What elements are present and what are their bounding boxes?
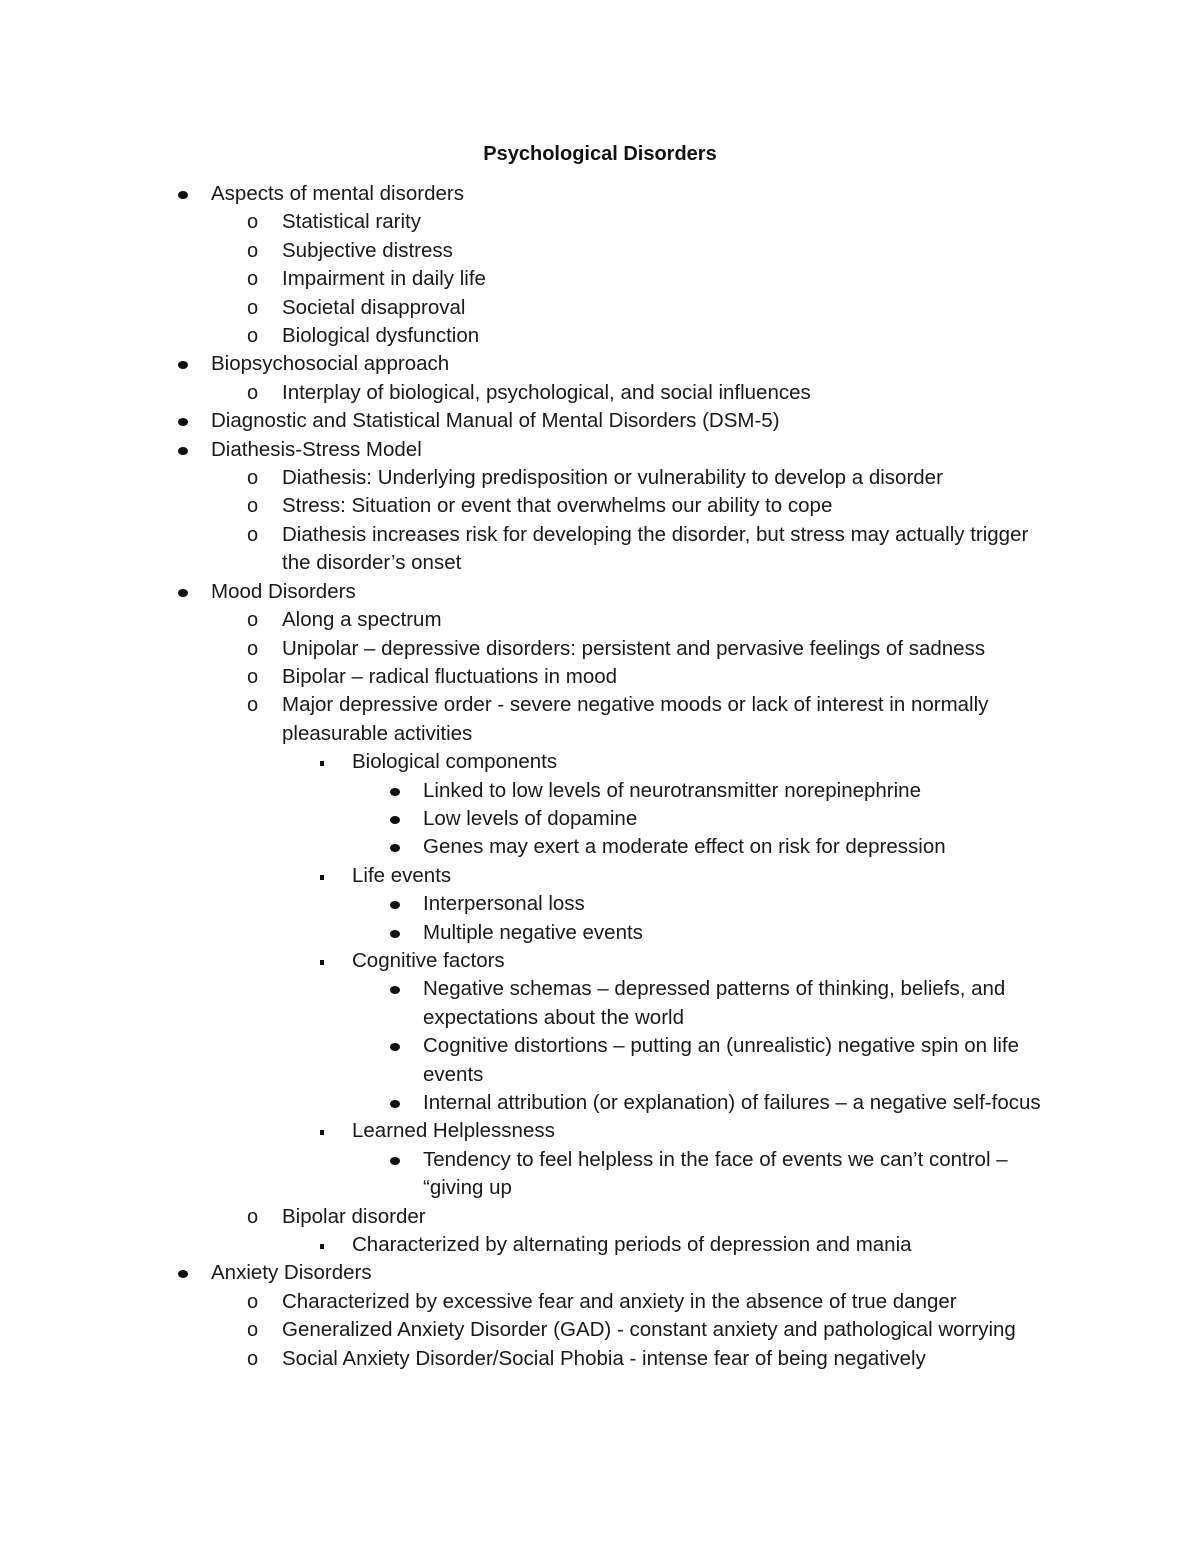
bullet-letter-o: o bbox=[247, 325, 259, 348]
outline-item-text: Multiple negative events bbox=[423, 920, 643, 944]
bullet-letter-o: o bbox=[247, 296, 259, 319]
outline-item-level-2 bbox=[0, 1203, 1200, 1231]
outline-item-text: Aspects of mental disorders bbox=[211, 182, 464, 205]
bullet-letter-o: o bbox=[247, 381, 259, 404]
outline-item-text: Mood Disorders bbox=[211, 579, 356, 603]
outline-item-text: Internal attribution (or explanation) of failures – a negative self-focus bbox=[423, 1091, 1041, 1114]
outline-item-text: Characterized by alternating periods of depression and mania bbox=[352, 1233, 912, 1257]
bullet-dot-icon bbox=[388, 890, 402, 918]
outline-item-level-4 bbox=[0, 919, 1200, 947]
bullet-square-icon bbox=[317, 947, 327, 975]
outline-item-text: Cognitive distortions – putting an (unrealistic) negative spin on life events bbox=[423, 1034, 1019, 1086]
outline-item-text: Negative schemas – depressed patterns of thinking, beliefs, and expectations about the world bbox=[423, 977, 1006, 1029]
outline-item-text: Tendency to feel helpless in the face of events we can’t control – “giving up bbox=[423, 1147, 1008, 1200]
outline-item-level-4 bbox=[0, 975, 1200, 1032]
outline-item-level-2 bbox=[0, 1316, 1200, 1344]
outline-item-text: Low levels of dopamine bbox=[423, 806, 638, 830]
outline-item-text: Social Anxiety Disorder/Social Phobia - intense fear of being negatively bbox=[282, 1346, 926, 1370]
outline-item-text: Subjective distress bbox=[282, 238, 453, 262]
outline-item-level-2 bbox=[0, 294, 1200, 322]
outline-item-text: Linked to low levels of neurotransmitter norepinephrine bbox=[423, 778, 921, 802]
outline-item-text: Characterized by excessive fear and anxiety in the absence of true danger bbox=[282, 1289, 957, 1313]
outline-item-text: Societal disapproval bbox=[282, 295, 466, 319]
outline-item-level-3 bbox=[0, 1117, 1200, 1145]
outline-item-text: Genes may exert a moderate effect on risk for depression bbox=[423, 835, 946, 859]
bullet-dot-icon bbox=[388, 833, 402, 861]
bullet-dot-icon bbox=[176, 436, 190, 464]
bullet-letter-o: o bbox=[247, 609, 259, 632]
bullet-dot-icon bbox=[388, 1089, 402, 1117]
outline-item-level-2 bbox=[0, 1345, 1200, 1373]
outline-item-level-2 bbox=[0, 237, 1200, 265]
outline-item-text: Major depressive order - severe negative moods or lack of interest in normally pleasurable activities bbox=[282, 693, 989, 745]
bullet-letter-o: o bbox=[247, 268, 259, 291]
bullet-dot-icon bbox=[388, 919, 402, 947]
outline-item-level-2 bbox=[0, 464, 1200, 492]
page-title: Psychological Disorders bbox=[483, 143, 717, 165]
outline-item-text: Biological components bbox=[352, 750, 558, 774]
outline-list bbox=[0, 180, 1200, 1373]
outline-item-text: Learned Helplessness bbox=[352, 1119, 555, 1143]
bullet-square-icon bbox=[317, 1117, 327, 1145]
outline-item-level-4 bbox=[0, 1146, 1200, 1203]
outline-item-text: Life events bbox=[352, 863, 452, 887]
outline-item-text: Along a spectrum bbox=[282, 608, 442, 632]
outline-item-level-1 bbox=[0, 1259, 1200, 1287]
outline-item-text: Bipolar – radical fluctuations in mood bbox=[282, 664, 618, 688]
bullet-letter-o: o bbox=[247, 1290, 259, 1313]
bullet-letter-o: o bbox=[247, 1347, 259, 1370]
bullet-square-icon bbox=[317, 1231, 327, 1259]
outline-item-level-4 bbox=[0, 833, 1200, 861]
bullet-dot-icon bbox=[388, 1032, 402, 1060]
outline-item-level-2 bbox=[0, 208, 1200, 236]
bullet-letter-o: o bbox=[247, 467, 259, 490]
outline-item-level-2 bbox=[0, 322, 1200, 350]
outline-item-text: Stress: Situation or event that overwhelms our ability to cope bbox=[282, 494, 833, 518]
bullet-letter-o: o bbox=[247, 665, 259, 688]
outline-item-level-1 bbox=[0, 407, 1200, 435]
outline-item-text: Interpersonal loss bbox=[423, 892, 585, 916]
outline-item-text: Diathesis: Underlying predisposition or vulnerability to develop a disorder bbox=[282, 466, 943, 490]
outline-item-text: Diathesis increases risk for developing the disorder, but stress may actually trigger the disorder’s onset bbox=[282, 522, 1029, 575]
bullet-letter-o: o bbox=[247, 239, 259, 262]
outline-item-level-1 bbox=[0, 350, 1200, 378]
bullet-dot-icon bbox=[388, 975, 402, 1003]
outline-item-text: Statistical rarity bbox=[282, 210, 421, 234]
bullet-square-icon bbox=[317, 748, 327, 776]
bullet-letter-o: o bbox=[247, 495, 259, 518]
bullet-letter-o: o bbox=[247, 637, 259, 660]
outline-item-level-2 bbox=[0, 606, 1200, 634]
bullet-dot-icon bbox=[388, 1146, 402, 1174]
outline-item-level-1 bbox=[0, 578, 1200, 606]
outline-item-level-2 bbox=[0, 663, 1200, 691]
outline-item-level-1 bbox=[0, 436, 1200, 464]
bullet-dot-icon bbox=[176, 407, 190, 435]
outline-item-level-3 bbox=[0, 862, 1200, 890]
outline-item-text: Bipolar disorder bbox=[282, 1204, 426, 1228]
bullet-dot-icon bbox=[388, 805, 402, 833]
outline-item-text: Generalized Anxiety Disorder (GAD) - constant anxiety and pathological worrying bbox=[282, 1318, 1016, 1342]
outline-item-text: Anxiety Disorders bbox=[211, 1261, 372, 1285]
bullet-letter-o: o bbox=[247, 523, 259, 546]
outline-item-level-2 bbox=[0, 492, 1200, 520]
outline-item-level-4 bbox=[0, 890, 1200, 918]
bullet-dot-icon bbox=[176, 350, 190, 378]
outline-item-level-2 bbox=[0, 379, 1200, 407]
outline-item-text: Diagnostic and Statistical Manual of Mental Disorders (DSM-5) bbox=[211, 409, 780, 433]
outline-item-level-4 bbox=[0, 805, 1200, 833]
bullet-dot-icon bbox=[388, 777, 402, 805]
bullet-dot-icon bbox=[176, 578, 190, 606]
outline-item-level-2 bbox=[0, 265, 1200, 293]
outline-item-level-2 bbox=[0, 691, 1200, 748]
bullet-letter-o: o bbox=[247, 1319, 259, 1342]
outline-item-level-1 bbox=[0, 180, 1200, 208]
bullet-letter-o: o bbox=[247, 211, 259, 234]
bullet-square-icon bbox=[317, 862, 327, 890]
outline-item-text: Diathesis-Stress Model bbox=[211, 437, 422, 461]
bullet-dot-icon bbox=[176, 1259, 190, 1287]
outline-item-text: Unipolar – depressive disorders: persistent and pervasive feelings of sadness bbox=[282, 636, 986, 660]
outline-item-level-2 bbox=[0, 1288, 1200, 1316]
outline-item-level-3 bbox=[0, 1231, 1200, 1259]
outline-item-text: Impairment in daily life bbox=[282, 267, 486, 291]
outline-item-text: Biological dysfunction bbox=[282, 324, 480, 348]
outline-item-text: Cognitive factors bbox=[352, 948, 505, 972]
outline-item-text: Biopsychosocial approach bbox=[211, 352, 450, 376]
outline-item-level-2 bbox=[0, 635, 1200, 663]
outline-item-level-2 bbox=[0, 521, 1200, 578]
outline-item-level-4 bbox=[0, 1089, 1200, 1117]
bullet-letter-o: o bbox=[247, 694, 259, 717]
outline-item-level-3 bbox=[0, 748, 1200, 776]
outline-item-level-4 bbox=[0, 777, 1200, 805]
outline-item-level-4 bbox=[0, 1032, 1200, 1089]
outline-item-text: Interplay of biological, psychological, and social influences bbox=[282, 380, 811, 404]
outline-item-level-3 bbox=[0, 947, 1200, 975]
bullet-dot-icon bbox=[176, 180, 190, 208]
bullet-letter-o: o bbox=[247, 1205, 259, 1228]
